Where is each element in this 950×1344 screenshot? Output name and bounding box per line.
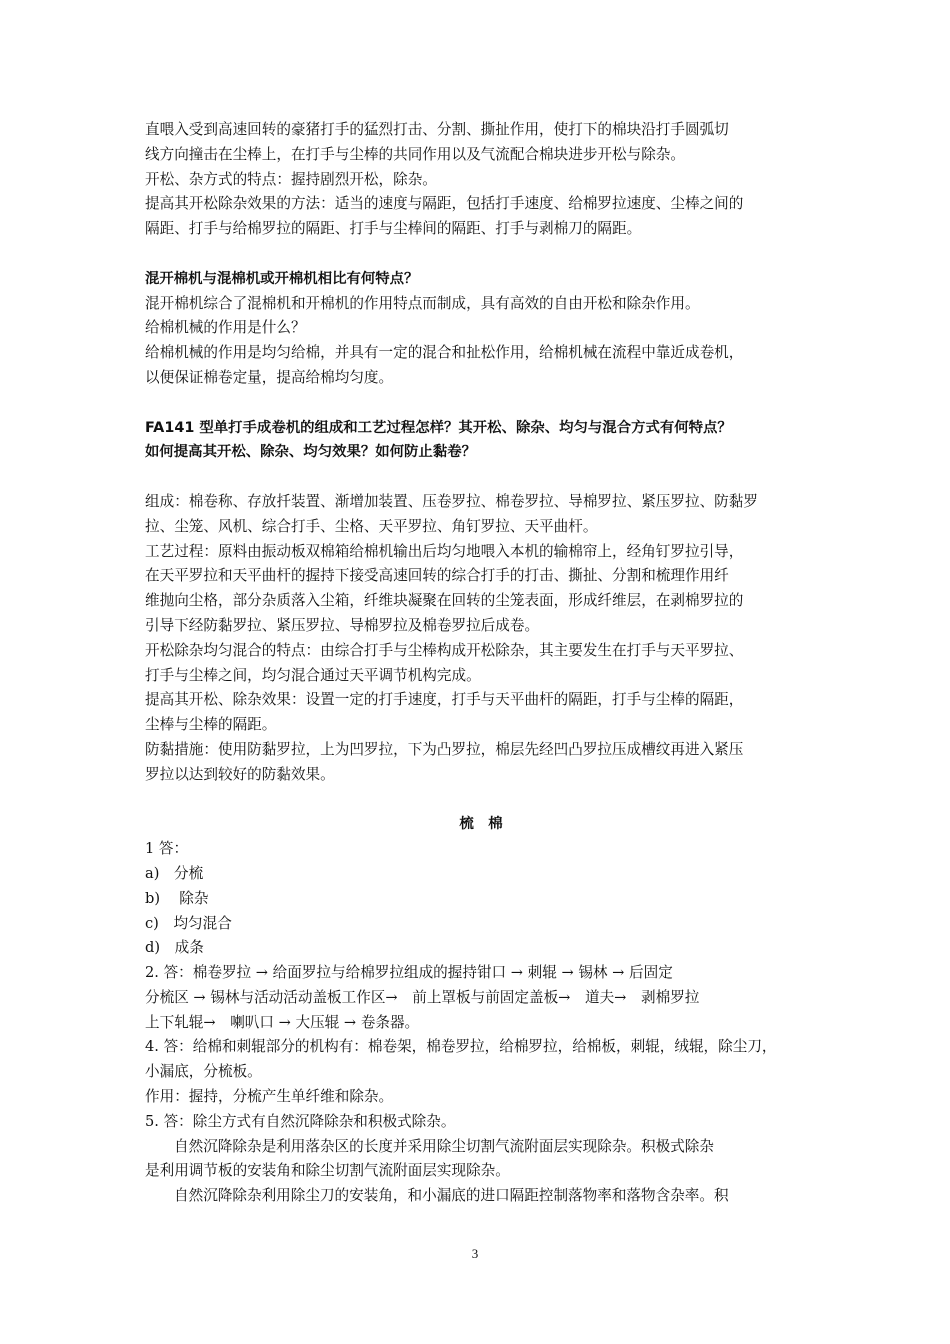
text-line: 尘棒与尘棒的隔距。 <box>145 716 277 734</box>
text-line: 提高其开松除杂效果的方法：适当的速度与隔距，包括打手速度、给棉罗拉速度、尘棒之间的 <box>145 195 744 213</box>
list-item: c) 均匀混合 <box>145 914 232 932</box>
spacer <box>145 391 817 416</box>
text-line: 混开棉机综合了混棉机和开棉机的作用特点而制成，具有高效的自由开松和除杂作用。 <box>145 294 700 312</box>
text-line: 隔距、打手与给棉罗拉的隔距、打手与尘棒间的隔距、打手与剥棉刀的隔距。 <box>145 220 642 238</box>
page-number: 3 <box>471 1246 479 1261</box>
text-line: 提高其开松、除杂效果：设置一定的打手速度，打手与天平曲杆的隔距，打手与尘棒的隔距， <box>145 691 744 709</box>
text-line: 以便保证棉卷定量，提高给棉均匀度。 <box>145 368 394 386</box>
text-line: 给棉机械的作用是均匀给棉，并具有一定的混合和扯松作用，给棉机械在流程中靠近成卷机， <box>145 344 744 362</box>
document-body <box>145 118 817 1209</box>
text-line: 自然沉降除杂是利用落杂区的长度并采用除尘切割气流附面层实现除杂。积极式除杂 <box>174 1137 714 1155</box>
text-line: 组成：棉卷称、存放扦装置、渐增加装置、压卷罗拉、棉卷罗拉、导棉罗拉、紧压罗拉、防黏罗 <box>145 492 758 510</box>
text-line: 拉、尘笼、风机、综合打手、尘格、天平罗拉、角钉罗拉、天平曲杆。 <box>145 517 598 535</box>
text-line: 上下轧辊→ 喇叭口 → 大压辊 → 卷条器。 <box>145 1013 420 1031</box>
text-line: 直喂入受到高速回转的豪猪打手的猛烈打击、分割、撕扯作用，使打下的棉块沿打手圆弧切 <box>145 121 729 138</box>
text-line: 工艺过程：原料由振动板双棉箱给棉机输出后均匀地喂入本机的输棉帘上，经角钉罗拉引导， <box>145 542 744 560</box>
text-line: 5. 答：除尘方式有自然沉降除杂和积极式除杂。 <box>145 1112 456 1130</box>
text-line: 作用：握持，分梳产生单纤维和除杂。 <box>145 1088 394 1106</box>
paragraph-block-3 <box>145 490 817 788</box>
paragraph-block-5 <box>145 1135 817 1209</box>
section-title: 梳 棉 <box>459 816 503 833</box>
text-line: 开松除杂均匀混合的特点：由综合打手与尘棒构成开松除杂，其主要发生在打手与天平罗拉、 <box>145 641 744 659</box>
text-line: 维抛向尘格，部分杂质落入尘箱，纤维块凝聚在回转的尘笼表面，形成纤维层，在剥棉罗拉的 <box>145 592 744 610</box>
text-line: 2. 答：棉卷罗拉 → 给面罗拉与给棉罗拉组成的握持钳口 → 刺辊 → 锡林 → 后固定 <box>145 964 673 982</box>
list-item: a) 分梳 <box>145 864 204 882</box>
text-line: 是利用调节板的安装角和除尘切割气流附面层实现除杂。 <box>145 1162 510 1180</box>
heading-line: 如何提高其开松、除杂、均匀效果？如何防止黏卷？ <box>145 444 476 461</box>
paragraph-block-1 <box>145 118 817 242</box>
text-line: 开松、杂方式的特点：握持剧烈开松，除杂。 <box>145 170 437 188</box>
text-line: 分梳区 → 锡林与活动活动盖板工作区→ 前上罩板与前固定盖板→ 道夫→ 剥棉罗拉 <box>145 988 700 1006</box>
list-item: b) 除杂 <box>145 889 209 907</box>
text-line: 罗拉以达到较好的防黏效果。 <box>145 765 335 783</box>
paragraph-block-2 <box>145 292 817 391</box>
text-line: 线方向撞击在尘棒上，在打手与尘棒的共同作用以及气流配合棉块进步开松与除杂。 <box>145 145 685 163</box>
paragraph-block-4 <box>145 837 817 1135</box>
text-line: 给棉机械的作用是什么？ <box>145 319 306 337</box>
text-line: 4. 答：给棉和刺辊部分的机构有：棉卷架，棉卷罗拉，给棉罗拉，给棉板，刺辊，绒辊，除尘刀， <box>145 1038 777 1056</box>
text-line: 自然沉降除杂利用除尘刀的安装角，和小漏底的进口隔距控制落物率和落物含杂率。积 <box>174 1187 729 1205</box>
text-line: 1 答： <box>145 840 189 858</box>
heading-line: FA141 型单打手成卷机的组成和工艺过程怎样？其开松、除杂、均匀与混合方式有何特点？ <box>145 419 732 436</box>
spacer <box>145 465 817 490</box>
spacer <box>145 788 817 813</box>
text-line: 引导下经防黏罗拉、紧压罗拉、导棉罗拉及棉卷罗拉后成卷。 <box>145 616 540 634</box>
text-line: 在天平罗拉和天平曲杆的握持下接受高速回转的综合打手的打击、撕扯、分割和梳理作用纤 <box>145 567 729 585</box>
text-line: 防黏措施：使用防黏罗拉，上为凹罗拉，下为凸罗拉，棉层先经凹凸罗拉压成槽纹再进入紧压 <box>145 740 744 758</box>
list-item: d) 成条 <box>145 939 204 957</box>
question-heading-fa141 <box>145 416 817 466</box>
question-heading: 混开棉机与混棉机或开棉机相比有何特点？ <box>145 270 419 287</box>
text-line: 小漏底，分梳板。 <box>145 1063 262 1081</box>
text-line: 打手与尘棒之间，均匀混合通过天平调节机构完成。 <box>145 666 481 684</box>
spacer <box>145 242 817 267</box>
